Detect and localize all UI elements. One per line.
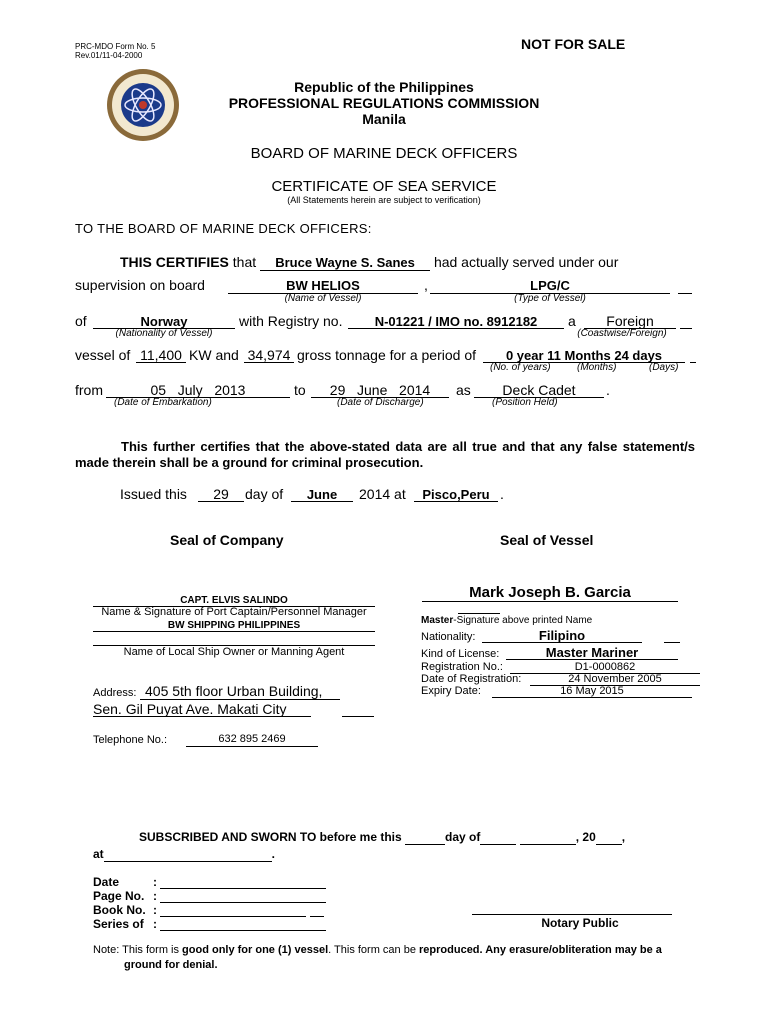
as-word: as [456, 382, 471, 398]
registry-text: with Registry no. [239, 313, 343, 329]
year-at-text: 2014 at [359, 486, 406, 502]
note-prefix: Note: This form is [93, 944, 183, 956]
expiry-date: 16 May 2015 [560, 685, 624, 697]
registration-number: D1-0000862 [574, 661, 636, 673]
issued-place: Pisco,Peru [422, 487, 490, 502]
license-kind: Master Mariner [545, 645, 639, 660]
served-text: had actually served under our [433, 254, 619, 270]
issued-day: 29 [213, 486, 229, 502]
certifies-label: THIS CERTIFIES [120, 254, 229, 270]
to-word: to [294, 382, 306, 398]
a-word: a [568, 313, 576, 329]
ship-owner-name: BW SHIPPING PHILIPPINES [167, 620, 301, 631]
kw-value: 11,400 [140, 347, 182, 363]
note-ground-for-denial: ground for denial. [124, 959, 218, 971]
days-caption: (Days) [649, 362, 679, 373]
master-name: Mark Joseph B. Garcia [469, 584, 631, 601]
port-captain-caption: Name & Signature of Port Captain/Personnel Manager [101, 606, 367, 618]
sworn-at-line: at . [93, 847, 276, 861]
commission-heading: PROFESSIONAL REGULATIONS COMMISSION [228, 95, 540, 111]
registration-number-label: Registration No.: [421, 661, 503, 673]
seafarer-name: Bruce Wayne S. Sanes [260, 255, 430, 271]
months-caption: (Months) [577, 362, 617, 373]
expiry-date-label: Expiry Date: [421, 685, 481, 697]
supervision-text: supervision on board [75, 277, 205, 293]
coastwise-caption: (Coastwise/Foreign) [577, 328, 667, 339]
embarkation-date: 05 July 2013 [150, 382, 246, 398]
signature-caption: -Signature above printed Name [453, 615, 593, 626]
sworn-text: SUBSCRIBED AND SWORN TO before me this [139, 830, 402, 844]
addressee-line: TO THE BOARD OF MARINE DECK OFFICERS: [75, 221, 372, 236]
note-good-only: good only for one (1) vessel [182, 944, 329, 956]
note-reproduced: reproduced [419, 944, 480, 956]
notary-public-label: Notary Public [541, 916, 619, 930]
sworn-year: , 20 [575, 830, 596, 844]
sworn-statement: SUBSCRIBED AND SWORN TO before me this day of , 20 , [139, 830, 626, 844]
nationality-label: Nationality: [421, 631, 476, 643]
address-line-2: Sen. Gil Puyat Ave. Makati City [93, 701, 287, 717]
certificate-subtitle: (All Statements herein are subject to verification) [287, 195, 481, 205]
notary-page-label: Page No. [93, 889, 145, 903]
not-for-sale-label: NOT FOR SALE [521, 36, 626, 52]
gross-text: gross tonnage for a period of [297, 347, 477, 363]
service-period: 0 year 11 Months 24 days [505, 348, 663, 363]
nationality-caption: (Nationality of Vessel) [115, 328, 213, 339]
certificate-title: CERTIFICATE OF SEA SERVICE [271, 178, 497, 195]
issued-month: June [306, 487, 338, 502]
form-number: PRC-MDO Form No. 5 [75, 42, 156, 51]
vessel-nationality: Norway [140, 314, 188, 329]
board-heading: BOARD OF MARINE DECK OFFICERS [250, 145, 518, 162]
registration-date-label: Date of Registration: [421, 673, 522, 685]
seal-of-company-label: Seal of Company [170, 532, 284, 548]
kw-and-text: KW and [189, 347, 239, 363]
seal-of-vessel-label: Seal of Vessel [500, 532, 594, 548]
vessel-name: BW HELIOS [286, 278, 360, 293]
form-note [93, 944, 662, 956]
note-erasure: . Any erasure/obliteration may be a [479, 944, 662, 956]
notary-book-label: Book No. [93, 903, 146, 917]
notary-series-label: Series of [93, 917, 144, 931]
city-heading: Manila [362, 111, 406, 127]
certifies-line [120, 254, 618, 271]
telephone-number: 632 895 2469 [218, 733, 286, 745]
type-of-vessel-caption: (Type of Vessel) [514, 293, 586, 304]
embarkation-caption: (Date of Embarkation) [114, 397, 212, 408]
master-signature-caption [421, 615, 592, 626]
trade-type: Foreign [606, 313, 654, 329]
republic-heading: Republic of the Philippines [294, 79, 474, 95]
master-nationality: Filipino [538, 628, 586, 643]
note-ground: ground for denial [124, 959, 215, 971]
issued-this-text: Issued this [120, 486, 187, 502]
of-word: of [75, 313, 87, 329]
years-caption: (No. of years) [490, 362, 551, 373]
note-mid: . This form can be [328, 944, 420, 956]
notary-date-label: Date [93, 875, 120, 889]
port-captain-name: CAPT. ELVIS SALINDO [180, 595, 288, 606]
discharge-date: 29 June 2014 [329, 382, 431, 398]
registration-date: 24 November 2005 [568, 673, 662, 685]
sworn-day-of: day of [445, 830, 481, 844]
master-label: Master [421, 615, 454, 626]
sworn-at: at [93, 847, 104, 861]
registry-number: N-01221 / IMO no. 8912182 [374, 314, 538, 329]
form-revision: Rev.01/11-04-2000 [75, 51, 143, 60]
from-word: from [75, 382, 103, 398]
vessel-type: LPG/C [530, 278, 570, 293]
discharge-caption: (Date of Discharge) [337, 397, 424, 408]
name-of-vessel-caption: (Name of Vessel) [284, 293, 362, 304]
day-of-text: day of [245, 486, 284, 502]
ship-owner-caption: Name of Local Ship Owner or Manning Agent [123, 646, 345, 658]
gross-tonnage-value: 34,974 [247, 347, 291, 363]
that-word: that [232, 254, 257, 270]
telephone-label: Telephone No.: [93, 734, 167, 746]
vessel-of-text: vessel of [75, 347, 131, 363]
position-caption: (Position Held) [492, 397, 558, 408]
license-label: Kind of License: [421, 648, 500, 660]
position-held: Deck Cadet [502, 382, 576, 398]
address-line-1: 405 5th floor Urban Building, [145, 683, 323, 699]
further-certifies-paragraph: This further certifies that the above-stated data are all true and that any false statement/s made therein shall be a ground for criminal prosecution. [75, 439, 695, 470]
address-label: Address: [93, 687, 137, 699]
